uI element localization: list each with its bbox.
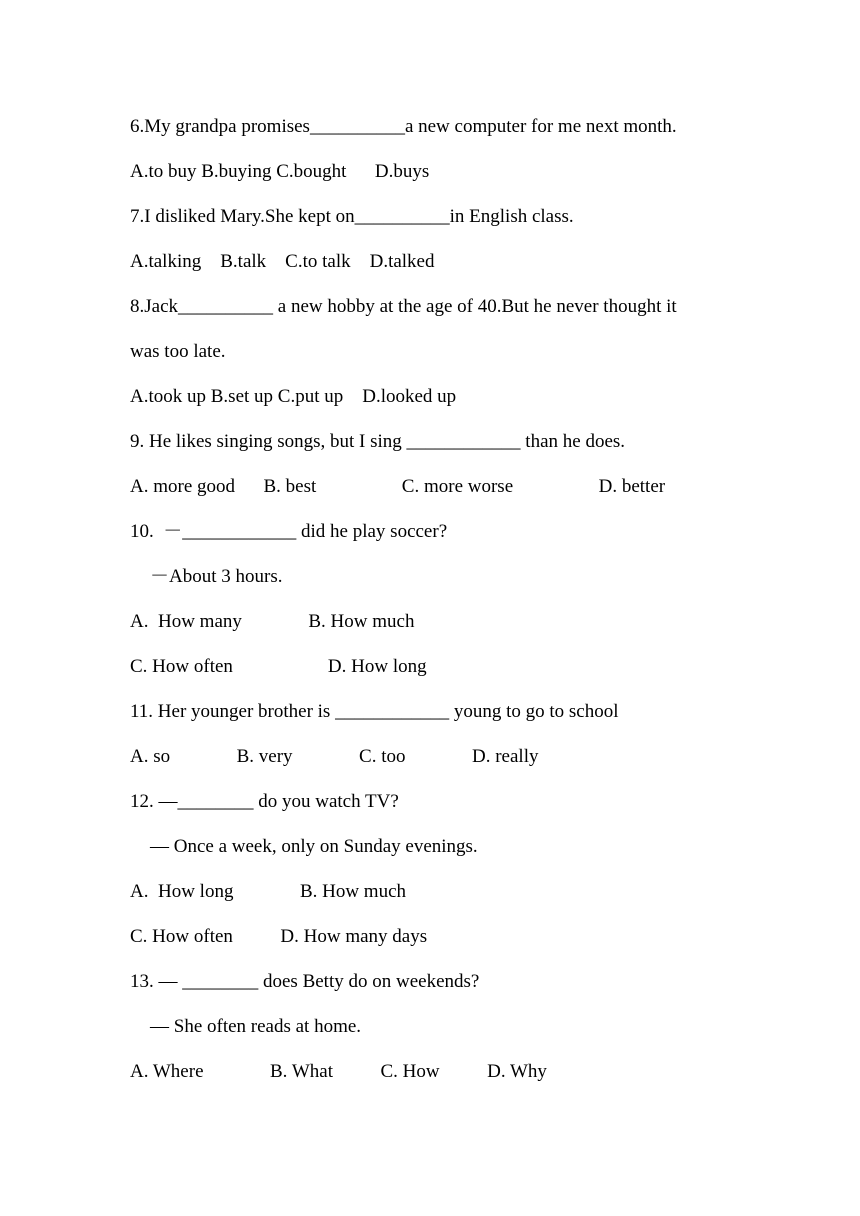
- question-7: 7.I disliked Mary.She kept on__________in English class.: [130, 206, 574, 227]
- question-13-options: A. Where B. What C. How D. Why: [130, 1061, 547, 1082]
- question-12-options-cd: C. How often D. How many days: [130, 926, 428, 947]
- question-10-options-ab: A. How many B. How much: [130, 611, 415, 632]
- question-9: 9. He likes singing songs, but I sing ____________ than he does.: [130, 431, 626, 452]
- question-10: 10. －____________ did he play soccer?: [130, 521, 448, 542]
- question-11-options: A. so B. very C. too D. really: [130, 746, 539, 767]
- question-13: 13. — ________ does Betty do on weekends?: [130, 971, 480, 992]
- question-13-answer: — She often reads at home.: [150, 1016, 362, 1037]
- question-12: 12. —________ do you watch TV?: [130, 791, 399, 812]
- question-10-answer: －About 3 hours.: [150, 566, 283, 587]
- question-9-options: A. more good B. best C. more worse D. better: [130, 476, 666, 497]
- question-8-options: A.took up B.set up C.put up D.looked up: [130, 386, 457, 407]
- question-8: 8.Jack__________ a new hobby at the age of 40.But he never thought it: [130, 296, 677, 317]
- question-10-options-cd: C. How often D. How long: [130, 656, 427, 677]
- question-6-options: A.to buy B.buying C.bought D.buys: [130, 161, 430, 182]
- question-12-answer: — Once a week, only on Sunday evenings.: [150, 836, 478, 857]
- question-8-continued: was too late.: [130, 341, 226, 362]
- question-11: 11. Her younger brother is ____________ young to go to school: [130, 701, 619, 722]
- question-7-options: A.talking B.talk C.to talk D.talked: [130, 251, 435, 272]
- question-6: 6.My grandpa promises__________a new computer for me next month.: [130, 116, 677, 137]
- question-12-options-ab: A. How long B. How much: [130, 881, 407, 902]
